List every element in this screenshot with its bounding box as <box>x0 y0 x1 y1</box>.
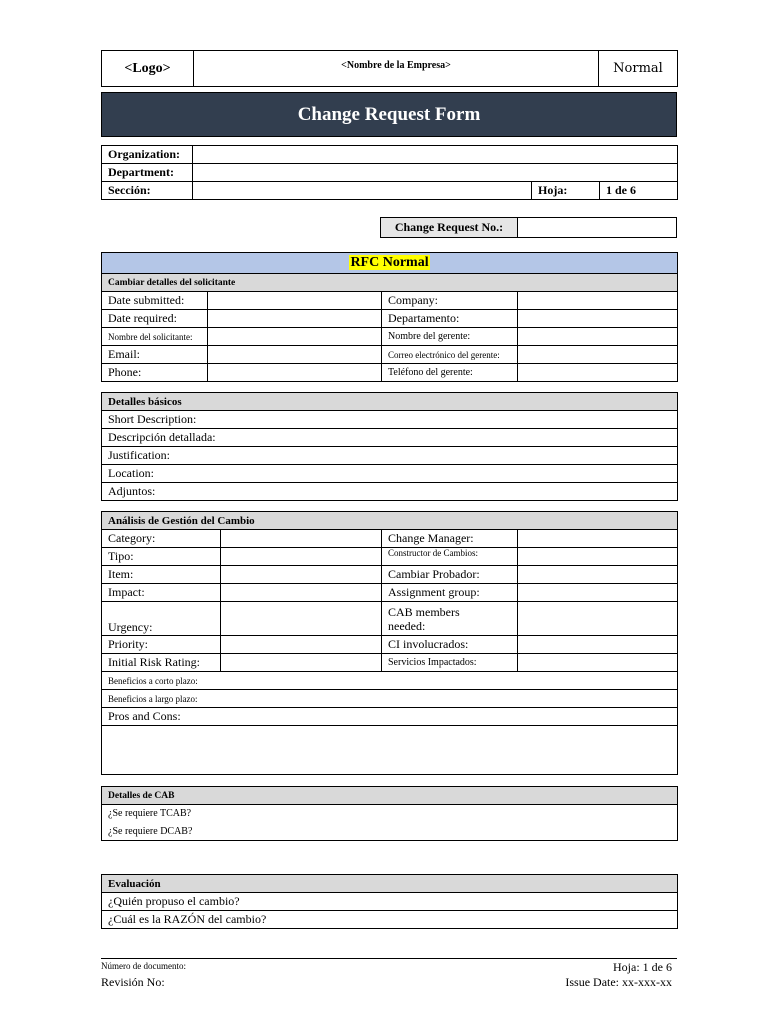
dcab-required-row[interactable]: ¿Se requiere DCAB? <box>102 823 678 841</box>
justification-row[interactable]: Justification: <box>102 447 678 465</box>
manager-email-label: Correo electrónico del gerente: <box>382 346 518 364</box>
phone-label: Phone: <box>102 364 208 382</box>
initial-risk-label: Initial Risk Rating: <box>102 654 221 672</box>
date-required-field[interactable] <box>208 310 382 328</box>
attachments-row[interactable]: Adjuntos: <box>102 483 678 501</box>
assignment-group-field[interactable] <box>518 584 678 602</box>
category-field[interactable] <box>221 530 382 548</box>
detailed-description-row[interactable]: Descripción detallada: <box>102 429 678 447</box>
manager-name-field[interactable] <box>518 328 678 346</box>
initial-risk-field[interactable] <box>221 654 382 672</box>
date-required-label: Date required: <box>102 310 208 328</box>
requester-details-header: Cambiar detalles del solicitante <box>102 274 678 292</box>
evaluation-table <box>101 874 678 929</box>
date-submitted-label: Date submitted: <box>102 292 208 310</box>
section-field[interactable] <box>193 182 532 200</box>
change-analysis-header: Análisis de Gestión del Cambio <box>102 512 678 530</box>
rfc-banner <box>102 253 678 274</box>
item-field[interactable] <box>221 566 382 584</box>
basic-details-table <box>101 392 678 501</box>
change-request-no-label: Change Request No.: <box>381 218 518 238</box>
item-label: Item: <box>102 566 221 584</box>
company-name: <Nombre de la Empresa> <box>194 51 599 87</box>
manager-name-label: Nombre del gerente: <box>382 328 518 346</box>
tcab-required-row[interactable]: ¿Se requiere TCAB? <box>102 805 678 823</box>
footer-sheet: Hoja: 1 de 6 <box>613 960 672 974</box>
department-field-rfc[interactable] <box>518 310 678 328</box>
urgency-field[interactable] <box>221 602 382 636</box>
type-label: Tipo: <box>102 548 221 566</box>
change-type-label: Normal <box>599 51 678 87</box>
change-manager-label: Change Manager: <box>382 530 518 548</box>
document-number-label: Número de documento: <box>101 961 186 971</box>
phone-field[interactable] <box>208 364 382 382</box>
section-label: Sección: <box>102 182 193 200</box>
manager-phone-label: Teléfono del gerente: <box>382 364 518 382</box>
sheet-value: 1 de 6 <box>600 182 678 200</box>
change-request-no-field[interactable] <box>518 218 677 238</box>
cab-details-header: Detalles de CAB <box>102 787 678 805</box>
change-tester-label: Cambiar Probador: <box>382 566 518 584</box>
company-field[interactable] <box>518 292 678 310</box>
impact-label: Impact: <box>102 584 221 602</box>
organization-table <box>101 145 678 200</box>
short-description-row[interactable]: Short Description: <box>102 411 678 429</box>
evaluation-header: Evaluación <box>102 875 678 893</box>
long-term-benefits-row[interactable]: Beneficios a largo plazo: <box>102 690 678 708</box>
ci-involved-field[interactable] <box>518 636 678 654</box>
revision-label: Revisión No: <box>101 975 165 989</box>
impacted-services-field[interactable] <box>518 654 678 672</box>
department-label: Department: <box>102 164 193 182</box>
cab-details-table <box>101 786 678 841</box>
department-field[interactable] <box>193 164 678 182</box>
assignment-group-label: Assignment group: <box>382 584 518 602</box>
basic-details-header: Detalles básicos <box>102 393 678 411</box>
change-builder-label: Constructor de Cambios: <box>382 548 518 566</box>
impact-field[interactable] <box>221 584 382 602</box>
change-manager-field[interactable] <box>518 530 678 548</box>
change-request-no-table <box>380 217 677 238</box>
logo-placeholder: <Logo> <box>102 51 194 87</box>
email-field[interactable] <box>208 346 382 364</box>
change-reason-row[interactable]: ¿Cuál es la RAZÓN del cambio? <box>102 911 678 929</box>
ci-involved-label: CI involucrados: <box>382 636 518 654</box>
rfc-banner-label: RFC Normal <box>350 255 429 270</box>
manager-phone-field[interactable] <box>518 364 678 382</box>
rfc-table <box>101 252 678 382</box>
location-row[interactable]: Location: <box>102 465 678 483</box>
email-label: Email: <box>102 346 208 364</box>
department-label-rfc: Departamento: <box>382 310 518 328</box>
pros-cons-label: Pros and Cons: <box>102 708 678 726</box>
manager-email-field[interactable] <box>518 346 678 364</box>
change-builder-field[interactable] <box>518 548 678 566</box>
pros-cons-field[interactable] <box>102 726 678 775</box>
priority-field[interactable] <box>221 636 382 654</box>
who-proposed-row[interactable]: ¿Quién propuso el cambio? <box>102 893 678 911</box>
header-table <box>101 50 678 87</box>
urgency-label: Urgency: <box>102 602 221 636</box>
change-tester-field[interactable] <box>518 566 678 584</box>
footer-divider <box>101 958 677 959</box>
short-term-benefits-row[interactable]: Beneficios a corto plazo: <box>102 672 678 690</box>
cab-members-field[interactable] <box>518 602 678 636</box>
organization-field[interactable] <box>193 146 678 164</box>
change-analysis-table <box>101 511 678 775</box>
date-submitted-field[interactable] <box>208 292 382 310</box>
requester-name-label: Nombre del solicitante: <box>102 328 208 346</box>
sheet-label: Hoja: <box>532 182 600 200</box>
issue-date: Issue Date: xx-xxx-xx <box>565 975 672 989</box>
priority-label: Priority: <box>102 636 221 654</box>
impacted-services-label: Servicios Impactados: <box>382 654 518 672</box>
requester-name-field[interactable] <box>208 328 382 346</box>
form-title-banner <box>101 92 677 137</box>
cab-members-label: CAB members needed: <box>382 602 518 636</box>
category-label: Category: <box>102 530 221 548</box>
form-title: Change Request Form <box>297 103 481 125</box>
company-label: Company: <box>382 292 518 310</box>
type-field[interactable] <box>221 548 382 566</box>
organization-label: Organization: <box>102 146 193 164</box>
